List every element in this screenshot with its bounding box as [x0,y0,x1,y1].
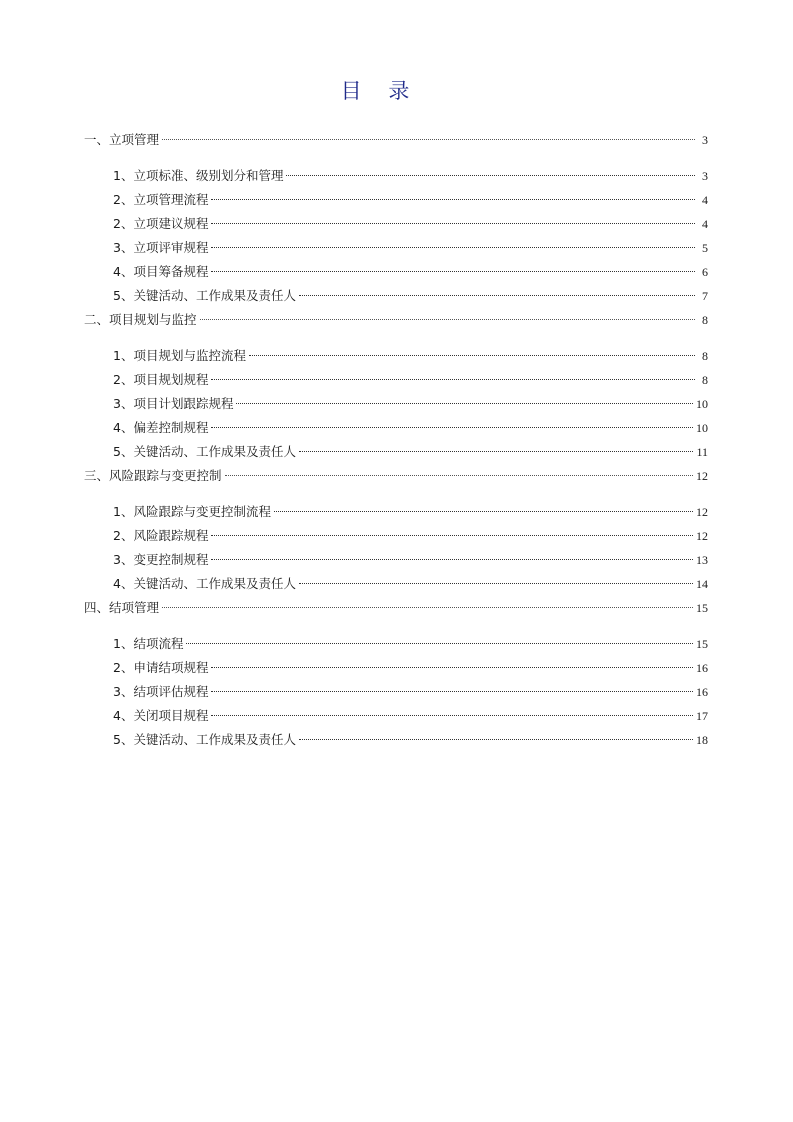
toc-item-entry[interactable] [84,634,708,658]
toc-page-number: 12 [696,529,708,543]
toc-item-label: 2、项目规划规程 [113,372,209,387]
dot-leader [211,715,693,716]
toc-item-entry[interactable] [84,730,708,754]
toc-item-entry[interactable] [84,190,708,214]
toc-page-number: 4 [702,217,708,231]
toc-item-entry[interactable] [84,658,708,682]
toc-section-label: 四、结项管理 [84,600,160,615]
toc-item-entry[interactable] [84,214,708,238]
toc-page-number: 5 [702,241,708,255]
toc-item-label: 5、关键活动、工作成果及责任人 [113,444,296,459]
toc-page-number: 12 [696,469,708,483]
toc-item-label: 1、立项标准、级别划分和管理 [113,168,284,183]
dot-leader [211,535,693,536]
dot-leader [299,451,693,452]
dot-leader [162,139,695,140]
toc-section-label: 三、风险跟踪与变更控制 [84,468,222,483]
toc-item-entry[interactable] [84,574,708,598]
toc-item-label: 3、变更控制规程 [113,552,209,567]
toc-page-number: 12 [696,505,708,519]
toc-section-entry[interactable] [84,466,708,490]
toc-item-label: 4、关键活动、工作成果及责任人 [113,576,296,591]
toc-item-entry[interactable] [84,526,708,550]
table-of-contents [84,130,708,754]
dot-leader [211,559,693,560]
dot-leader [211,247,695,248]
toc-item-label: 5、关键活动、工作成果及责任人 [113,732,296,747]
toc-item-entry[interactable] [84,502,708,526]
dot-leader [200,319,695,320]
dot-leader [211,427,693,428]
toc-page-number: 3 [702,133,708,147]
toc-item-label: 3、结项评估规程 [113,684,209,699]
toc-page-number: 7 [702,289,708,303]
toc-item-entry[interactable] [84,262,708,286]
toc-page-number: 3 [702,169,708,183]
toc-page-number: 16 [696,661,708,675]
dot-leader [299,295,695,296]
toc-item-label: 5、关键活动、工作成果及责任人 [113,288,296,303]
toc-section-entry[interactable] [84,310,708,334]
dot-leader [211,199,695,200]
dot-leader [299,583,693,584]
toc-title: 目 录 [340,79,420,103]
dot-leader [211,271,695,272]
toc-page-number: 11 [696,445,708,459]
toc-section-label: 二、项目规划与监控 [84,312,197,327]
toc-page-number: 15 [696,601,708,615]
toc-page-number: 8 [702,349,708,363]
toc-item-entry[interactable] [84,682,708,706]
toc-item-entry[interactable] [84,394,708,418]
dot-leader [162,607,693,608]
toc-item-label: 4、偏差控制规程 [113,420,209,435]
toc-page-number: 10 [696,421,708,435]
toc-page-number: 18 [696,733,708,747]
toc-page-number: 6 [702,265,708,279]
toc-item-entry[interactable] [84,166,708,190]
dot-leader [186,643,693,644]
toc-section-entry[interactable] [84,130,708,154]
toc-item-label: 2、申请结项规程 [113,660,209,675]
dot-leader [299,739,693,740]
toc-page-number: 13 [696,553,708,567]
toc-item-label: 2、立项管理流程 [113,192,209,207]
toc-item-entry[interactable] [84,238,708,262]
toc-item-entry[interactable] [84,370,708,394]
toc-page-number: 17 [696,709,708,723]
toc-item-entry[interactable] [84,550,708,574]
dot-leader [211,379,695,380]
toc-item-label: 4、关闭项目规程 [113,708,209,723]
toc-item-label: 1、风险跟踪与变更控制流程 [113,504,271,519]
toc-item-entry[interactable] [84,286,708,310]
toc-item-label: 1、项目规划与监控流程 [113,348,246,363]
toc-section-label: 一、立项管理 [84,132,160,147]
toc-item-label: 2、风险跟踪规程 [113,528,209,543]
toc-section-entry[interactable] [84,598,708,622]
toc-page-number: 10 [696,397,708,411]
dot-leader [211,223,695,224]
toc-item-label: 1、结项流程 [113,636,184,651]
toc-item-label: 2、立项建议规程 [113,216,209,231]
dot-leader [236,403,693,404]
dot-leader [211,691,693,692]
dot-leader [286,175,695,176]
toc-item-entry[interactable] [84,418,708,442]
dot-leader [249,355,695,356]
toc-page-number: 15 [696,637,708,651]
toc-page-number: 8 [702,373,708,387]
toc-item-label: 3、项目计划跟踪规程 [113,396,234,411]
dot-leader [225,475,693,476]
toc-page-number: 4 [702,193,708,207]
toc-page-number: 8 [702,313,708,327]
toc-page-number: 14 [696,577,708,591]
toc-item-entry[interactable] [84,706,708,730]
toc-item-entry[interactable] [84,442,708,466]
toc-page-number: 16 [696,685,708,699]
toc-item-label: 4、项目筹备规程 [113,264,209,279]
dot-leader [274,511,693,512]
toc-item-entry[interactable] [84,346,708,370]
dot-leader [211,667,693,668]
toc-item-label: 3、立项评审规程 [113,240,209,255]
